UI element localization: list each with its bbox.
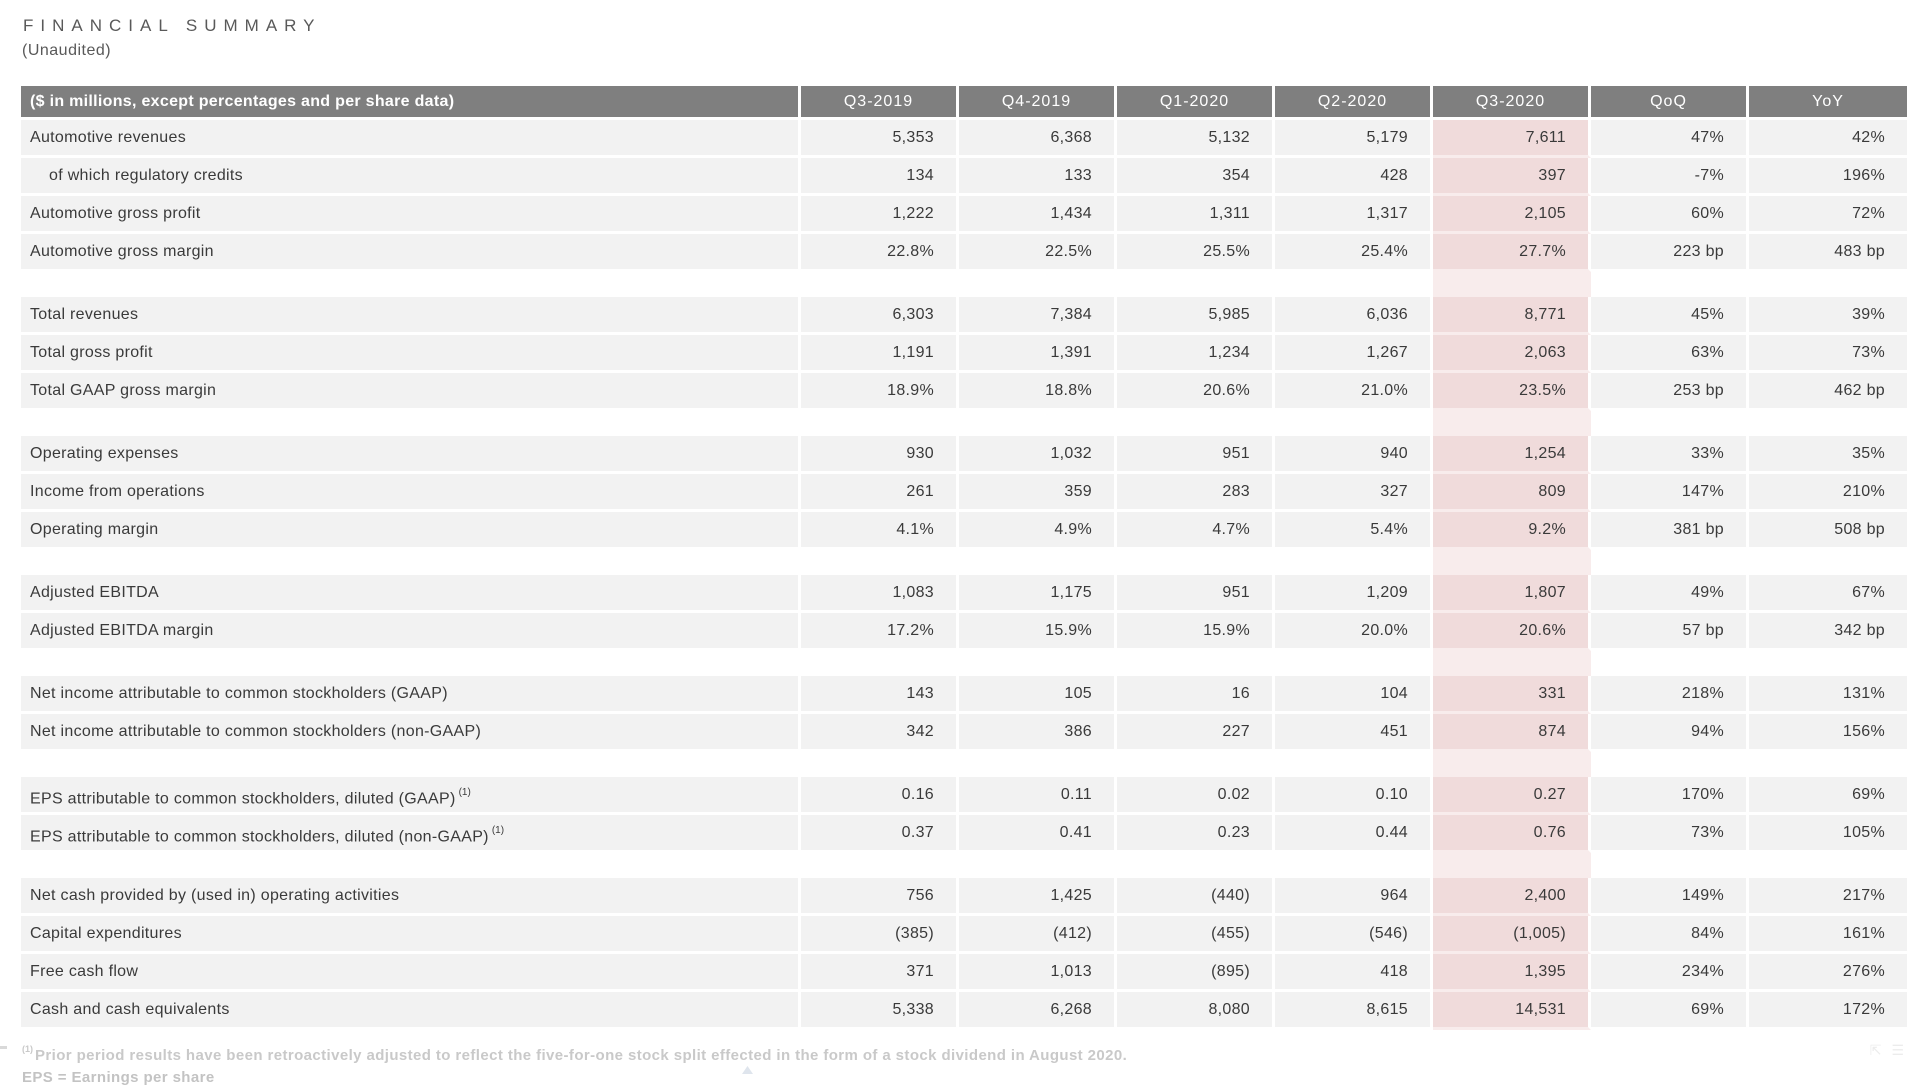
spacer-cell (1749, 853, 1907, 878)
cell-yoy: 483 bp (1749, 234, 1907, 272)
cell-yoy: 161% (1749, 916, 1907, 954)
table-row (21, 120, 1907, 158)
cell-q1-2020: 1,311 (1117, 196, 1275, 234)
spacer-cell (1117, 550, 1275, 575)
cell-q2-2020: 1,209 (1275, 575, 1433, 613)
cell-q1-2020: 951 (1117, 436, 1275, 474)
cell-q4-2019: 1,032 (959, 436, 1117, 474)
spacer-cell (1591, 550, 1749, 575)
cell-qoq: 45% (1591, 297, 1749, 335)
footnote-stock-split: $^{(1)}$ Prior period results have been retroactively adjusted to reflect the five-for-one stock split effected in the form of a stock dividend in August 2020. (22, 1044, 1128, 1064)
spacer-cell (1117, 752, 1275, 777)
corner-artifacts (1870, 1042, 1904, 1059)
cell-q3-2020: 809 (1433, 474, 1591, 512)
table-row (21, 373, 1907, 411)
row-label (21, 335, 801, 373)
spacer-cell (1433, 752, 1591, 777)
cell-yoy: 217% (1749, 878, 1907, 916)
cell-q3-2020: 14,531 (1433, 992, 1591, 1030)
cell-q3-2019: 134 (801, 158, 959, 196)
table-row (21, 335, 1907, 373)
cell-q4-2019: 359 (959, 474, 1117, 512)
spacer-cell (1749, 272, 1907, 297)
row-label-text: Adjusted EBITDA margin (30, 622, 214, 639)
spacer-cell (959, 752, 1117, 777)
cell-yoy: 276% (1749, 954, 1907, 992)
table-header-row (21, 86, 1907, 120)
table-row (21, 676, 1907, 714)
column-header-qoq: QoQ (1591, 86, 1749, 120)
cell-q1-2020: 4.7% (1117, 512, 1275, 550)
row-label (21, 613, 801, 651)
cell-q3-2020: 2,105 (1433, 196, 1591, 234)
cell-q2-2020: 428 (1275, 158, 1433, 196)
spacer-cell (959, 272, 1117, 297)
row-label (21, 815, 801, 853)
cell-qoq: 170% (1591, 777, 1749, 815)
row-label-text: Net income attributable to common stockholders (non-GAAP) (30, 723, 482, 740)
spacer-cell (1117, 411, 1275, 436)
cell-q3-2020: 2,400 (1433, 878, 1591, 916)
row-label-text: Automotive gross margin (30, 243, 214, 260)
cell-q3-2020: 8,771 (1433, 297, 1591, 335)
column-header-yoy: YoY (1749, 86, 1907, 120)
spacer-cell (959, 550, 1117, 575)
row-label (21, 474, 801, 512)
row-label (21, 297, 801, 335)
cell-q2-2020: 327 (1275, 474, 1433, 512)
row-label-text: EPS attributable to common stockholders, diluted (GAAP) (30, 790, 456, 808)
spacer-cell (1433, 853, 1591, 878)
cell-q4-2019: 1,391 (959, 335, 1117, 373)
cell-q2-2020: 20.0% (1275, 613, 1433, 651)
spacer-cell (1591, 853, 1749, 878)
cell-q3-2019: (385) (801, 916, 959, 954)
footnotes (22, 1040, 1127, 1089)
column-header-q3-2020: Q3-2020 (1433, 86, 1591, 120)
table-row (21, 474, 1907, 512)
row-label-text: Total revenues (30, 306, 139, 323)
table-row (21, 613, 1907, 651)
cell-q3-2020: 1,254 (1433, 436, 1591, 474)
table-row (21, 436, 1907, 474)
cell-q2-2020: 8,615 (1275, 992, 1433, 1030)
cell-q4-2019: 7,384 (959, 297, 1117, 335)
spacer-cell (1591, 752, 1749, 777)
row-label-text: Operating expenses (30, 445, 179, 462)
cell-q1-2020: 15.9% (1117, 613, 1275, 651)
cell-q1-2020: 8,080 (1117, 992, 1275, 1030)
table-row (21, 815, 1907, 853)
table-row (21, 954, 1907, 992)
spacer-cell (801, 411, 959, 436)
cell-q3-2019: 1,191 (801, 335, 959, 373)
spacer-cell (801, 272, 959, 297)
cell-q3-2019: 342 (801, 714, 959, 752)
table-row (21, 878, 1907, 916)
spacer-cell (21, 272, 801, 297)
cell-q3-2020: (1,005) (1433, 916, 1591, 954)
row-label-text: Net cash provided by (used in) operating activities (30, 887, 400, 904)
row-label (21, 196, 801, 234)
cell-q2-2020: 0.44 (1275, 815, 1433, 853)
spacer-cell (801, 651, 959, 676)
spacer-cell (21, 411, 801, 436)
spacer-cell (1433, 272, 1591, 297)
row-label-text: EPS attributable to common stockholders, diluted (non-GAAP) (30, 828, 489, 846)
cell-q2-2020: 451 (1275, 714, 1433, 752)
cell-q2-2020: (546) (1275, 916, 1433, 954)
cell-yoy: 196% (1749, 158, 1907, 196)
table-spacer-row (21, 411, 1907, 436)
cell-q1-2020: 227 (1117, 714, 1275, 752)
table-header-label: ($ in millions, except percentages and per share data) (21, 86, 801, 120)
row-label (21, 916, 801, 954)
spacer-cell (1117, 272, 1275, 297)
spacer-cell (21, 853, 801, 878)
row-label-text: Automotive revenues (30, 129, 187, 146)
row-label-text: Adjusted EBITDA (30, 584, 159, 601)
cell-q1-2020: (895) (1117, 954, 1275, 992)
row-label-text: Free cash flow (30, 963, 139, 980)
cell-yoy: 42% (1749, 120, 1907, 158)
cell-q2-2020: 5.4% (1275, 512, 1433, 550)
row-label (21, 373, 801, 411)
cell-q1-2020: (455) (1117, 916, 1275, 954)
row-label-text: Total GAAP gross margin (30, 382, 217, 399)
cell-yoy: 172% (1749, 992, 1907, 1030)
cell-yoy: 73% (1749, 335, 1907, 373)
cell-q3-2019: 261 (801, 474, 959, 512)
footnote-reference: (1) (458, 787, 471, 798)
cell-q3-2019: 22.8% (801, 234, 959, 272)
footnote-eps-definition: EPS = Earnings per share (22, 1069, 215, 1086)
cell-q4-2019: (412) (959, 916, 1117, 954)
cell-q3-2020: 0.27 (1433, 777, 1591, 815)
cell-q1-2020: (440) (1117, 878, 1275, 916)
cell-q4-2019: 6,268 (959, 992, 1117, 1030)
spacer-cell (1749, 550, 1907, 575)
row-label-text: Automotive gross profit (30, 205, 201, 222)
page-title: FINANCIAL SUMMARY (23, 16, 322, 35)
cell-yoy: 69% (1749, 777, 1907, 815)
cell-q1-2020: 25.5% (1117, 234, 1275, 272)
cell-q3-2020: 7,611 (1433, 120, 1591, 158)
cell-q4-2019: 22.5% (959, 234, 1117, 272)
cell-qoq: 94% (1591, 714, 1749, 752)
cell-q3-2020: 20.6% (1433, 613, 1591, 651)
cell-q3-2019: 930 (801, 436, 959, 474)
cell-q2-2020: 1,267 (1275, 335, 1433, 373)
cell-q1-2020: 0.02 (1117, 777, 1275, 815)
table-row (21, 714, 1907, 752)
cell-q1-2020: 0.23 (1117, 815, 1275, 853)
spacer-cell (1117, 651, 1275, 676)
spacer-cell (1433, 550, 1591, 575)
cell-q3-2019: 4.1% (801, 512, 959, 550)
cell-q3-2019: 143 (801, 676, 959, 714)
spacer-cell (1275, 550, 1433, 575)
row-label (21, 714, 801, 752)
cell-q3-2019: 17.2% (801, 613, 959, 651)
cell-yoy: 462 bp (1749, 373, 1907, 411)
cell-yoy: 39% (1749, 297, 1907, 335)
spacer-cell (1591, 272, 1749, 297)
cell-q4-2019: 386 (959, 714, 1117, 752)
cell-q1-2020: 283 (1117, 474, 1275, 512)
cell-q3-2019: 1,222 (801, 196, 959, 234)
table-row (21, 158, 1907, 196)
cell-q3-2019: 5,353 (801, 120, 959, 158)
cell-q3-2020: 9.2% (1433, 512, 1591, 550)
spacer-cell (21, 550, 801, 575)
cell-qoq: 69% (1591, 992, 1749, 1030)
cell-qoq: 381 bp (1591, 512, 1749, 550)
cell-q4-2019: 133 (959, 158, 1117, 196)
cell-yoy: 72% (1749, 196, 1907, 234)
row-label-text: Net income attributable to common stockholders (GAAP) (30, 685, 448, 702)
footnote-reference: (1) (491, 825, 505, 836)
cell-q1-2020: 5,985 (1117, 297, 1275, 335)
table-spacer-row (21, 853, 1907, 878)
cell-yoy: 67% (1749, 575, 1907, 613)
table-spacer-row (21, 651, 1907, 676)
lines-artifact-icon: ☰ (1891, 1042, 1904, 1058)
cell-qoq: -7% (1591, 158, 1749, 196)
spacer-cell (801, 853, 959, 878)
cell-q4-2019: 0.41 (959, 815, 1117, 853)
spacer-cell (1591, 651, 1749, 676)
spacer-cell (1749, 752, 1907, 777)
spacer-cell (1591, 411, 1749, 436)
row-label (21, 436, 801, 474)
cell-q3-2019: 18.9% (801, 373, 959, 411)
cell-q3-2020: 0.76 (1433, 815, 1591, 853)
row-label-text: of which regulatory credits (49, 167, 243, 184)
row-label-text: Operating margin (30, 521, 159, 538)
row-label-text: Total gross profit (30, 344, 153, 361)
cell-qoq: 218% (1591, 676, 1749, 714)
cell-q2-2020: 6,036 (1275, 297, 1433, 335)
cell-qoq: 234% (1591, 954, 1749, 992)
row-label (21, 777, 801, 815)
cell-yoy: 156% (1749, 714, 1907, 752)
spacer-cell (1275, 411, 1433, 436)
cell-qoq: 73% (1591, 815, 1749, 853)
row-label (21, 575, 801, 613)
table-row (21, 234, 1907, 272)
cell-q4-2019: 1,425 (959, 878, 1117, 916)
cell-qoq: 84% (1591, 916, 1749, 954)
cell-yoy: 508 bp (1749, 512, 1907, 550)
column-header-q2-2020: Q2-2020 (1275, 86, 1433, 120)
cell-q3-2019: 0.37 (801, 815, 959, 853)
table-row (21, 297, 1907, 335)
cursor-artifact-icon: ⇱ (1869, 1042, 1882, 1058)
table-spacer-row (21, 752, 1907, 777)
cell-yoy: 35% (1749, 436, 1907, 474)
cell-q3-2020: 23.5% (1433, 373, 1591, 411)
cell-q2-2020: 418 (1275, 954, 1433, 992)
spacer-cell (1433, 411, 1591, 436)
cell-q4-2019: 4.9% (959, 512, 1117, 550)
cell-q2-2020: 5,179 (1275, 120, 1433, 158)
cell-q2-2020: 940 (1275, 436, 1433, 474)
cell-q3-2020: 1,807 (1433, 575, 1591, 613)
spacer-cell (959, 651, 1117, 676)
cell-q4-2019: 1,175 (959, 575, 1117, 613)
cell-yoy: 210% (1749, 474, 1907, 512)
cell-q3-2019: 5,338 (801, 992, 959, 1030)
spacer-cell (1749, 411, 1907, 436)
cell-q1-2020: 951 (1117, 575, 1275, 613)
row-label (21, 878, 801, 916)
spacer-cell (801, 550, 959, 575)
spacer-cell (1275, 272, 1433, 297)
page-subtitle: (Unaudited) (22, 42, 112, 59)
cell-q3-2019: 371 (801, 954, 959, 992)
spacer-cell (959, 411, 1117, 436)
cell-q1-2020: 1,234 (1117, 335, 1275, 373)
cell-q3-2020: 397 (1433, 158, 1591, 196)
cell-q2-2020: 104 (1275, 676, 1433, 714)
cell-q3-2019: 756 (801, 878, 959, 916)
cell-qoq: 57 bp (1591, 613, 1749, 651)
cell-qoq: 49% (1591, 575, 1749, 613)
column-header-q3-2019: Q3-2019 (801, 86, 959, 120)
cell-yoy: 131% (1749, 676, 1907, 714)
cell-qoq: 47% (1591, 120, 1749, 158)
cell-qoq: 223 bp (1591, 234, 1749, 272)
row-label-text: Income from operations (30, 483, 205, 500)
row-label (21, 954, 801, 992)
spacer-cell (1275, 853, 1433, 878)
cell-q2-2020: 21.0% (1275, 373, 1433, 411)
spacer-cell (801, 752, 959, 777)
table-row (21, 196, 1907, 234)
row-label (21, 512, 801, 550)
spacer-cell (959, 853, 1117, 878)
spacer-cell (1275, 752, 1433, 777)
table-row (21, 575, 1907, 613)
spacer-cell (1117, 853, 1275, 878)
row-label (21, 120, 801, 158)
cell-q3-2020: 331 (1433, 676, 1591, 714)
cell-q1-2020: 354 (1117, 158, 1275, 196)
cell-qoq: 149% (1591, 878, 1749, 916)
table-row (21, 777, 1907, 815)
spacer-cell (1749, 651, 1907, 676)
cell-q3-2019: 1,083 (801, 575, 959, 613)
cell-q4-2019: 105 (959, 676, 1117, 714)
spacer-cell (1275, 651, 1433, 676)
column-header-q1-2020: Q1-2020 (1117, 86, 1275, 120)
cell-q2-2020: 0.10 (1275, 777, 1433, 815)
cell-qoq: 147% (1591, 474, 1749, 512)
cell-q1-2020: 16 (1117, 676, 1275, 714)
table-row (21, 916, 1907, 954)
financial-table (21, 86, 1907, 1030)
cell-q2-2020: 25.4% (1275, 234, 1433, 272)
cell-qoq: 253 bp (1591, 373, 1749, 411)
spacer-cell (1433, 651, 1591, 676)
spacer-cell (21, 651, 801, 676)
cell-q3-2020: 874 (1433, 714, 1591, 752)
cell-q4-2019: 0.11 (959, 777, 1117, 815)
footnote-marker: (1) (22, 1044, 33, 1054)
cell-yoy: 105% (1749, 815, 1907, 853)
cell-q4-2019: 1,434 (959, 196, 1117, 234)
row-label (21, 158, 801, 196)
row-label (21, 234, 801, 272)
cell-q1-2020: 20.6% (1117, 373, 1275, 411)
cell-q4-2019: 1,013 (959, 954, 1117, 992)
spacer-cell (21, 752, 801, 777)
cell-q4-2019: 18.8% (959, 373, 1117, 411)
table-row (21, 992, 1907, 1030)
row-label-text: Capital expenditures (30, 925, 182, 942)
cell-q2-2020: 964 (1275, 878, 1433, 916)
cell-q3-2020: 27.7% (1433, 234, 1591, 272)
cell-q3-2019: 0.16 (801, 777, 959, 815)
cell-q4-2019: 6,368 (959, 120, 1117, 158)
table-row (21, 512, 1907, 550)
table-spacer-row (21, 272, 1907, 297)
cell-q4-2019: 15.9% (959, 613, 1117, 651)
table-spacer-row (21, 550, 1907, 575)
row-label (21, 992, 801, 1030)
cell-qoq: 60% (1591, 196, 1749, 234)
cell-q1-2020: 5,132 (1117, 120, 1275, 158)
edge-artifact (0, 1046, 7, 1049)
cell-qoq: 33% (1591, 436, 1749, 474)
cell-qoq: 63% (1591, 335, 1749, 373)
row-label-text: Cash and cash equivalents (30, 1001, 230, 1018)
row-label (21, 676, 801, 714)
cell-q3-2020: 1,395 (1433, 954, 1591, 992)
column-header-q4-2019: Q4-2019 (959, 86, 1117, 120)
cell-q3-2020: 2,063 (1433, 335, 1591, 373)
cell-yoy: 342 bp (1749, 613, 1907, 651)
cell-q3-2019: 6,303 (801, 297, 959, 335)
cell-q2-2020: 1,317 (1275, 196, 1433, 234)
